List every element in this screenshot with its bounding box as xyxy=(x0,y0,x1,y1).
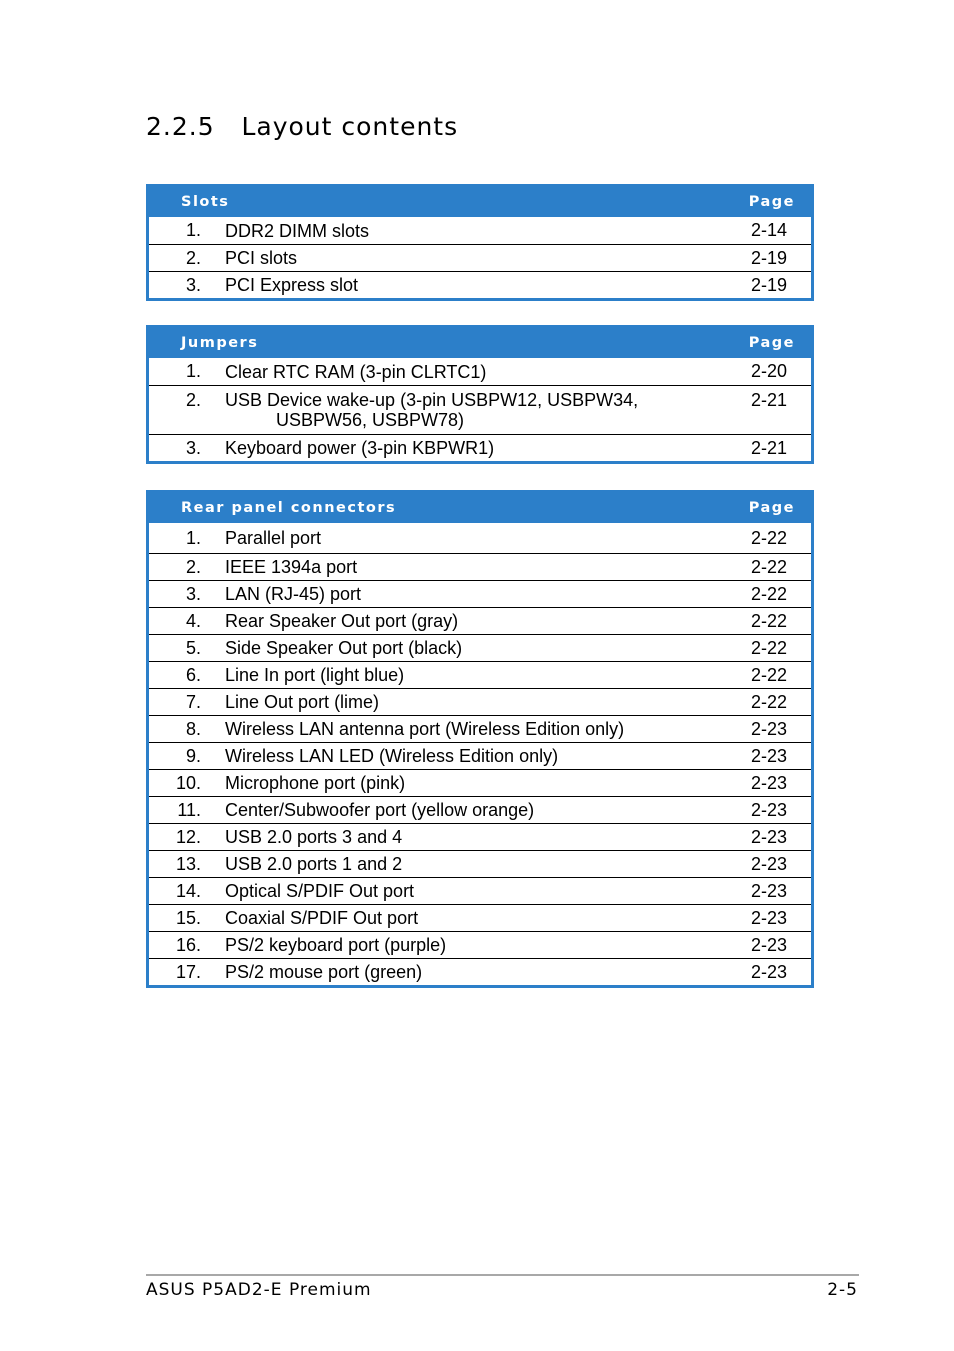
table-row xyxy=(149,580,811,607)
table-row xyxy=(149,769,811,796)
row-number: 1. xyxy=(185,361,201,381)
row-number: 3. xyxy=(185,437,201,458)
row-number: 2. xyxy=(185,247,201,268)
jumpers-table xyxy=(146,325,814,464)
table-row xyxy=(149,523,811,553)
rear-panel-table xyxy=(146,490,814,988)
row-description: Rear Speaker Out port (gray) xyxy=(225,611,459,631)
table-body xyxy=(149,523,811,985)
table-row xyxy=(149,796,811,823)
row-description: PS/2 keyboard port (purple) xyxy=(225,935,447,955)
row-number: 9. xyxy=(185,745,201,766)
row-description: Clear RTC RAM (3-pin CLRTC1) xyxy=(225,361,487,382)
row-number: 3. xyxy=(185,274,201,295)
row-page: 2-23 xyxy=(751,907,788,928)
row-page: 2-14 xyxy=(751,220,788,240)
table-row xyxy=(149,244,811,271)
row-page: 2-21 xyxy=(751,390,788,410)
table-row xyxy=(149,358,811,385)
header-page: Page xyxy=(748,194,795,210)
row-number: 7. xyxy=(185,691,201,712)
table-row xyxy=(149,434,811,461)
table-header xyxy=(149,328,811,358)
row-description: Side Speaker Out port (black) xyxy=(225,638,463,658)
row-description: Wireless LAN LED (Wireless Edition only) xyxy=(225,746,559,766)
row-page: 2-23 xyxy=(751,718,788,739)
row-page: 2-23 xyxy=(751,934,788,955)
row-description: PCI Express slot xyxy=(225,275,359,295)
slots-table xyxy=(146,184,814,301)
table-row xyxy=(149,607,811,634)
row-description: Wireless LAN antenna port (Wireless Edition only) xyxy=(225,719,625,739)
row-page: 2-23 xyxy=(751,772,788,793)
row-page: 2-22 xyxy=(751,610,788,631)
row-number: 15. xyxy=(175,907,201,928)
header-label: Rear panel connectors xyxy=(181,500,397,516)
footer-page-number: 2-5 xyxy=(827,1280,858,1300)
table-row xyxy=(149,634,811,661)
table-row xyxy=(149,877,811,904)
row-page: 2-20 xyxy=(751,361,788,381)
row-description: IEEE 1394a port xyxy=(225,557,358,577)
row-page: 2-23 xyxy=(751,961,788,982)
table-body xyxy=(149,358,811,461)
row-description: Parallel port xyxy=(225,528,322,548)
row-description: LAN (RJ-45) port xyxy=(225,584,362,604)
header-label: Jumpers xyxy=(181,335,259,351)
row-page: 2-23 xyxy=(751,853,788,874)
row-description-line2: USBPW56, USBPW78) xyxy=(276,410,465,430)
row-number: 1. xyxy=(185,527,201,548)
table-row xyxy=(149,385,811,434)
row-number: 3. xyxy=(185,583,201,604)
table-row xyxy=(149,823,811,850)
row-page: 2-23 xyxy=(751,880,788,901)
row-description: USB 2.0 ports 1 and 2 xyxy=(225,854,403,874)
row-number: 1. xyxy=(185,220,201,240)
row-page: 2-22 xyxy=(751,527,788,548)
row-number: 4. xyxy=(185,610,201,631)
header-page: Page xyxy=(748,335,795,351)
section-title: 2.2.5 Layout contents xyxy=(146,112,459,141)
row-description: Line Out port (lime) xyxy=(225,692,380,712)
table-header xyxy=(149,187,811,217)
table-row xyxy=(149,958,811,985)
row-page: 2-23 xyxy=(751,826,788,847)
header-label: Slots xyxy=(181,194,230,210)
row-page: 2-19 xyxy=(751,274,788,295)
row-number: 12. xyxy=(175,826,201,847)
row-page: 2-21 xyxy=(751,437,788,458)
footer-rule xyxy=(146,1274,859,1276)
row-description: Microphone port (pink) xyxy=(225,773,406,793)
row-description: Keyboard power (3-pin KBPWR1) xyxy=(225,438,495,458)
row-number: 6. xyxy=(185,664,201,685)
row-number: 5. xyxy=(185,637,201,658)
row-description: DDR2 DIMM slots xyxy=(225,220,370,241)
table-row xyxy=(149,217,811,244)
row-description: PCI slots xyxy=(225,248,298,268)
row-number: 14. xyxy=(175,880,201,901)
table-row xyxy=(149,553,811,580)
row-description: PS/2 mouse port (green) xyxy=(225,962,423,982)
row-description: USB 2.0 ports 3 and 4 xyxy=(225,827,403,847)
row-number: 16. xyxy=(175,934,201,955)
row-number: 10. xyxy=(175,772,201,793)
table-row xyxy=(149,661,811,688)
header-page: Page xyxy=(748,500,795,516)
table-row xyxy=(149,742,811,769)
row-page: 2-23 xyxy=(751,799,788,820)
row-number: 11. xyxy=(177,799,201,820)
row-page: 2-19 xyxy=(751,247,788,268)
table-row xyxy=(149,850,811,877)
table-row xyxy=(149,271,811,298)
row-description: Center/Subwoofer port (yellow orange) xyxy=(225,800,535,820)
row-description: Line In port (light blue) xyxy=(225,665,405,685)
row-number: 2. xyxy=(185,556,201,577)
table-row xyxy=(149,931,811,958)
row-number: 17. xyxy=(175,961,201,982)
row-page: 2-22 xyxy=(751,583,788,604)
row-description: Optical S/PDIF Out port xyxy=(225,881,415,901)
row-page: 2-22 xyxy=(751,637,788,658)
footer-product: ASUS P5AD2-E Premium xyxy=(146,1280,372,1300)
table-row xyxy=(149,688,811,715)
row-description: Coaxial S/PDIF Out port xyxy=(225,908,419,928)
row-number: 2. xyxy=(185,390,201,410)
row-page: 2-23 xyxy=(751,745,788,766)
row-number: 13. xyxy=(175,853,201,874)
table-row xyxy=(149,904,811,931)
row-description xyxy=(201,390,751,430)
table-body xyxy=(149,217,811,298)
row-page: 2-22 xyxy=(751,664,788,685)
table-row xyxy=(149,715,811,742)
table-header xyxy=(149,493,811,523)
row-number: 8. xyxy=(185,718,201,739)
row-page: 2-22 xyxy=(751,691,788,712)
row-page: 2-22 xyxy=(751,556,788,577)
row-description-line1: USB Device wake-up (3-pin USBPW12, USBPW34, xyxy=(225,390,639,410)
